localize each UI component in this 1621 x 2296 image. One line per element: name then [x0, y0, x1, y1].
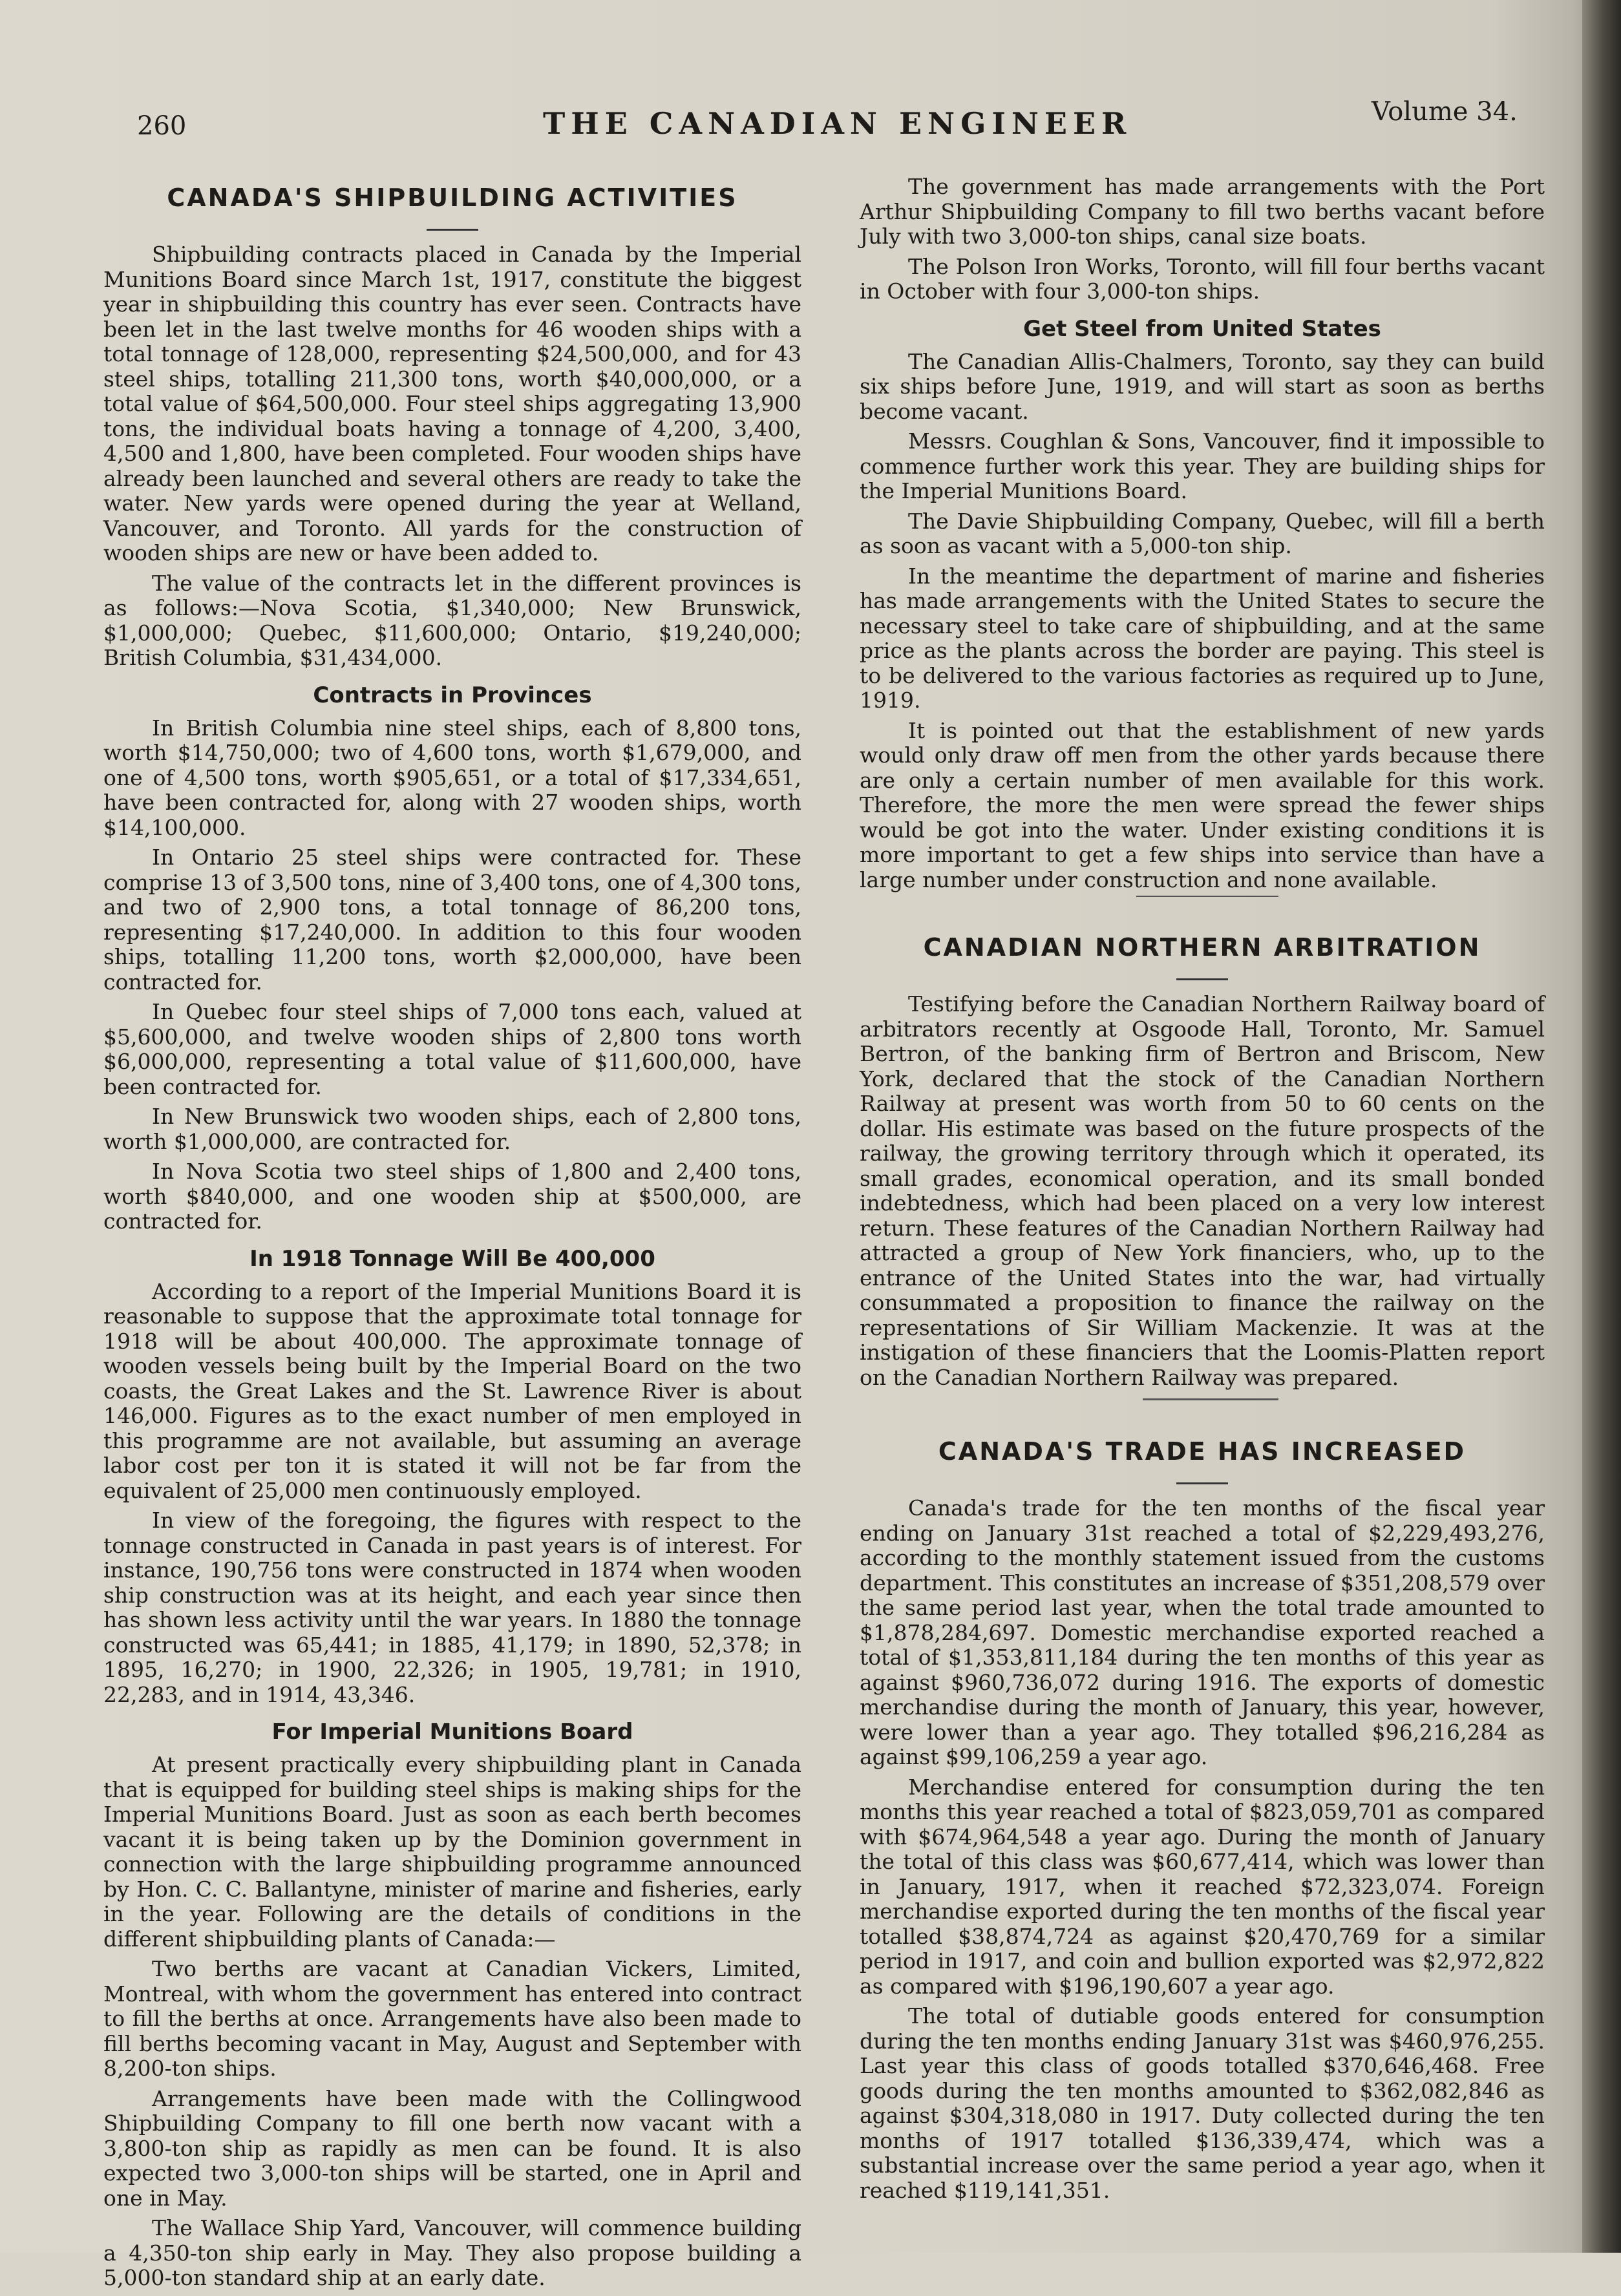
page-number: 260	[137, 111, 187, 141]
section-divider	[1136, 896, 1278, 897]
right-column-arbitration	[860, 924, 1545, 1395]
paragraph: In Nova Scotia two steel ships of 1,800 and 2,400 tons, worth $840,000, and one wooden ship at $500,000, are contracted for.	[103, 1159, 801, 1234]
paragraph: The Wallace Ship Yard, Vancouver, will commence building a 4,350-ton ship early in May. They also propose building a 5,000-ton standard ship at an early date.	[103, 2215, 801, 2290]
paragraph: The government has made arrangements with the Port Arthur Shipbuilding Company to fill two berths vacant before July with two 3,000-ton ships, canal size boats.	[860, 174, 1545, 249]
article-title-arbitration: CANADIAN NORTHERN ARBITRATION	[923, 933, 1481, 962]
section-heading-imperial: For Imperial Munitions Board	[271, 1719, 633, 1745]
paragraph: Messrs. Coughlan & Sons, Vancouver, find it impossible to commence further work this year. They are building ships for the Imperial Munitions Board.	[860, 428, 1545, 503]
section-heading-1918: In 1918 Tonnage Will Be 400,000	[249, 1245, 655, 1272]
paragraph: In British Columbia nine steel ships, each of 8,800 tons, worth $14,750,000; two of 4,600 tons, worth $1,679,000, and one of 4,500 tons, worth $905,651, or a total of $17,334,651, have been contracted for, along with 27 wooden ships, worth $14,100,000.	[103, 715, 801, 840]
article-title-trade: CANADA'S TRADE HAS INCREASED	[938, 1437, 1467, 1466]
paragraph: The Davie Shipbuilding Company, Quebec, will fill a berth as soon as vacant with a 5,000-ton ship.	[860, 508, 1545, 558]
paragraph: It is pointed out that the establishment of new yards would only draw off men from the other yards because there are only a certain number of men available for this work. Therefore, the more the men were spread the fewer ships would be got into the water. Under existing conditions it is more important to get a few ships into service than have a large number under construction and none available.	[860, 717, 1545, 892]
paragraph: Shipbuilding contracts placed in Canada by the Imperial Munitions Board since March 1st, 1917, constitute the biggest year in shipbuilding this country has ever seen. Contracts have been let in the last twelve months for 46 wooden ships with a total tonnage of 128,000, representing $24,500,000, and for 43 steel ships, totalling 211,300 tons, worth $40,000,000, or a total value of $64,500,000. Four steel ships aggregating 13,900 tons, the individual boats having a tonnage of 4,200, 3,400, 4,500 and 1,800, have been completed. Four wooden ships have already been launched and several others are ready to take the water. New yards were opened during the year at Welland, Vancouver, and Toronto. All yards for the construction of wooden ships are new or have been added to.	[103, 242, 801, 565]
paragraph: The Canadian Allis-Chalmers, Toronto, say they can build six ships before June, 1919, and will start as soon as berths become vacant.	[860, 348, 1545, 424]
title-rule	[1176, 978, 1228, 980]
paragraph: The Polson Iron Works, Toronto, will fill four berths vacant in October with four 3,000-ton ships.	[860, 253, 1545, 304]
paragraph: In Ontario 25 steel ships were contracted for. These comprise 13 of 3,500 tons, nine of 3,400 tons, one of 4,300 tons, and two of 2,900 tons, a total tonnage of 86,200 tons, representing $17,240,000. In addition to this four wooden ships, totalling 11,200 tons, worth $2,000,000, have been contracted for.	[103, 845, 801, 995]
left-column	[103, 174, 801, 2296]
volume-label: Volume 34.	[1372, 97, 1518, 127]
paragraph: In New Brunswick two wooden ships, each of 2,800 tons, worth $1,000,000, are contracted for.	[103, 1104, 801, 1154]
journal-title: THE CANADIAN ENGINEER	[543, 106, 1132, 141]
paragraph: In Quebec four steel ships of 7,000 tons each, valued at $5,600,000, and twelve wooden ships of 2,800 tons worth $6,000,000, representing a total value of $11,600,000, have been contracted for.	[103, 999, 801, 1099]
section-heading-provinces: Contracts in Provinces	[313, 682, 592, 708]
paragraph: Testifying before the Canadian Northern Railway board of arbitrators recently at Osgoode Hall, Toronto, Mr. Samuel Bertron, of the banking firm of Bertron and Briscom, New York, declared that the stock of the Canadian Northern Railway at present was worth from 50 to 60 cents on the dollar. His estimate was based on the future prospects of the railway, the growing territory through which it operated, its small grades, economical operation, and its small bonded indebtedness, which had been placed on a very low interest return. These features of the Canadian Northern Railway had attracted a group of New York financiers, who, up to the entrance of the United States into the war, had virtually consummated a proposition to finance the railway on the representations of Sir William Mackenzie. It was at the instigation of these financiers that the Loomis-Platten report on the Canadian Northern Railway was prepared.	[860, 991, 1545, 1390]
paragraph: Merchandise entered for consumption during the ten months this year reached a total of $823,059,701 as compared with $674,964,548 a year ago. During the month of January the total of this class was $60,677,414, which was lower than in January, 1917, when it reached $72,323,074. Foreign merchandise exported during the ten months of the fiscal year totalled $38,874,724 as against $20,470,769 for a similar period in 1917, and coin and bullion exported was $2,972,822 as compared with $196,190,607 a year ago.	[860, 1774, 1545, 1999]
paragraph: In view of the foregoing, the figures with respect to the tonnage constructed in Canada in past years is of interest. For instance, 190,756 tons were constructed in 1874 when wooden ship construction was at its height, and each year since then has shown less activity until the war years. In 1880 the tonnage constructed was 65,441; in 1885, 41,179; in 1890, 52,378; in 1895, 16,270; in 1900, 22,326; in 1905, 19,781; in 1910, 22,283, and in 1914, 43,346.	[103, 1508, 801, 1707]
paragraph: The total of dutiable goods entered for consumption during the ten months ending January 31st was $460,976,255. Last year this class of goods totalled $370,646,468. Free goods during the ten months amounted to $362,082,846 as against $304,318,080 in 1917. Duty collected during the ten months of 1917 totalled $136,339,474, which was a substantial increase over the same period a year ago, when it reached $119,141,351.	[860, 2003, 1545, 2203]
page-header	[0, 97, 1577, 149]
paragraph: Canada's trade for the ten months of the fiscal year ending on January 31st reached a total of $2,229,493,276, according to the monthly statement issued from the customs department. This constitutes an increase of $351,208,579 over the same period last year, when the total trade amounted to $1,878,284,697. Domestic merchandise exported reached a total of $1,353,811,184 during the ten months of this year as against $960,736,072 during 1916. The exports of domestic merchandise during the month of January, this year, however, were lower than a year ago. They totalled $96,216,284 as against $99,106,259 a year ago.	[860, 1495, 1545, 1769]
paragraph: In the meantime the department of marine and fisheries has made arrangements with the United States to secure the necessary steel to take care of shipbuilding, and at the same price as the plants across the border are paying. This steel is to be delivered to the various factories as required up to June, 1919.	[860, 563, 1545, 713]
paragraph: Two berths are vacant at Canadian Vickers, Limited, Montreal, with whom the government has entered into contract to fill the berths at once. Arrangements have also been made to fill berths becoming vacant in May, August and September with 8,200-ton ships.	[103, 1956, 801, 2081]
section-heading-steel: Get Steel from United States	[1023, 315, 1381, 342]
paragraph: According to a report of the Imperial Munitions Board it is reasonable to suppose that the approximate total tonnage for 1918 will be about 400,000. The approximate tonnage of wooden vessels being built by the Imperial Board on the two coasts, the Great Lakes and the St. Lawrence River is about 146,000. Figures as to the exact number of men employed in this programme are not available, but assuming an average labor cost per ton it is stated it will not be far from the equivalent of 25,000 men continuously employed.	[103, 1278, 801, 1503]
paragraph: Arrangements have been made with the Collingwood Shipbuilding Company to fill one berth now vacant with a 3,800-ton ship as rapidly as men can be found. It is also expected two 3,000-ton ships will be started, one in April and one in May.	[103, 2085, 801, 2211]
title-rule	[1176, 1482, 1228, 1484]
right-column-trade	[860, 1428, 1545, 2208]
title-rule	[427, 229, 478, 231]
paragraph: At present practically every shipbuilding plant in Canada that is equipped for building steel ships is making ships for the Imperial Munitions Board. Just as soon as each berth becomes vacant it is being taken up by the Dominion government in connection with the large shipbuilding programme announced by Hon. C. C. Ballantyne, minister of marine and fisheries, early in the year. Following are the details of conditions in the different shipbuilding plants of Canada:—	[103, 1752, 801, 1952]
paragraph: The value of the contracts let in the different provinces is as follows:—Nova Scotia, $1,340,000; New Brunswick, $1,000,000; Quebec, $11,600,000; Ontario, $19,240,000; British Columbia, $31,434,000.	[103, 570, 801, 670]
article-title-shipbuilding: CANADA'S SHIPBUILDING ACTIVITIES	[167, 184, 738, 212]
right-column-top	[860, 174, 1545, 898]
section-divider	[1143, 1398, 1278, 1400]
page-binding-edge	[1582, 0, 1621, 2253]
